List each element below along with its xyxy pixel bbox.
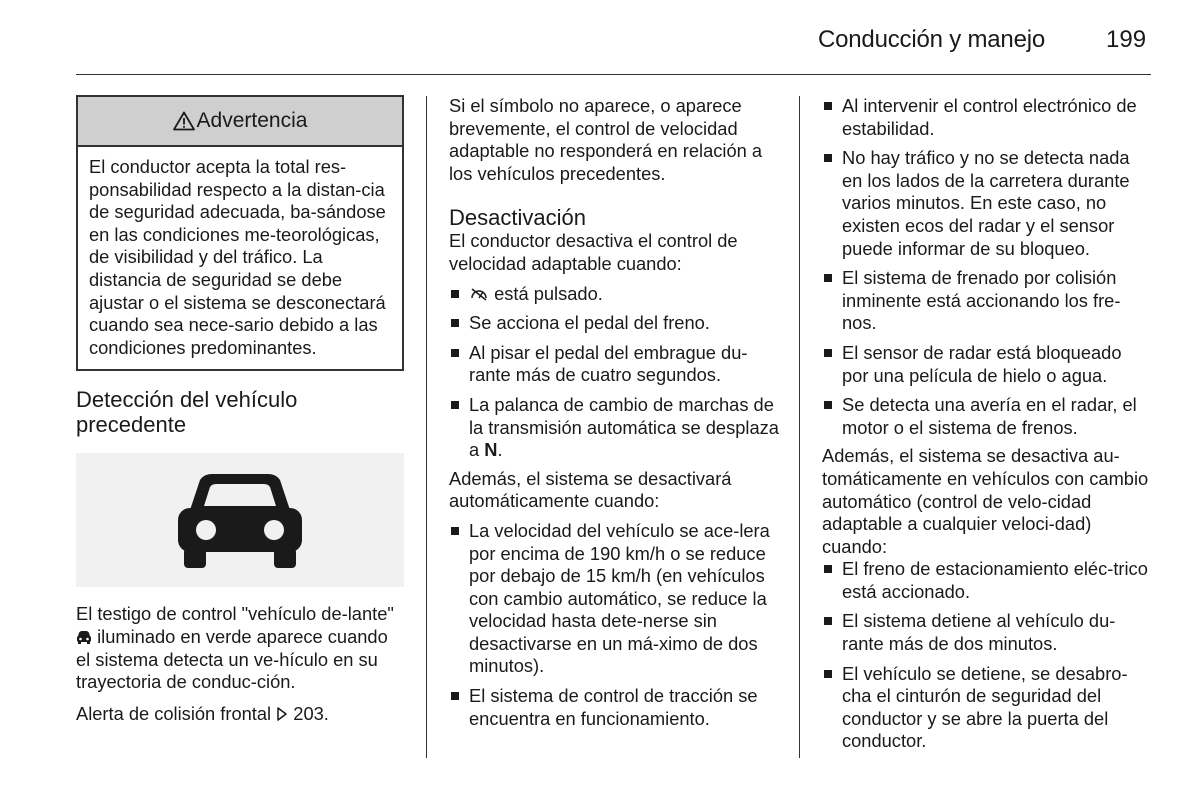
page-reference-arrow-icon xyxy=(276,706,288,722)
auto-deactivation-list xyxy=(449,520,779,730)
auto-deactivation-list-continued xyxy=(822,95,1152,439)
column-2 xyxy=(449,95,779,730)
deactivation-intro: El conductor desactiva el control de velocidad adaptable cuando: xyxy=(449,230,738,274)
warning-triangle-icon xyxy=(173,111,195,131)
symbol-missing-paragraph: Si el símbolo no aparece, o aparece brevemente, el control de velocidad adaptable no responderá en relación a los vehículos precedentes. xyxy=(449,95,763,184)
vehicle-ahead-small-icon xyxy=(76,630,92,645)
vehicle-ahead-icon xyxy=(170,470,310,570)
list-item: está pulsado. xyxy=(449,283,779,306)
automatic-transmission-list xyxy=(822,558,1152,753)
section-title-deactivation: Desactivación xyxy=(449,205,586,231)
list-item: El sistema detiene al vehículo du-rante más de dos minutos. xyxy=(822,610,1152,655)
cruise-cancel-icon xyxy=(469,286,489,302)
list-item: No hay tráfico y no se detecta nada en los lados de la carretera durante varios minutos. En este caso, no existen ecos del radar y el sensor puede informar de su bloqueo. xyxy=(822,147,1152,260)
vehicle-ahead-description: El testigo de control "vehículo de-lante" iluminado en verde aparece cuando el sistema detecta un ve-hículo en su trayectoria de conduc-ción. xyxy=(76,603,394,693)
warning-header xyxy=(78,97,402,147)
driver-deactivation-list xyxy=(449,283,779,462)
page-reference-link[interactable]: 203. xyxy=(293,702,329,724)
list-item: La palanca de cambio de marchas de la transmisión automática se desplaza a N. xyxy=(449,394,779,462)
header-divider xyxy=(76,74,1151,75)
vehicle-ahead-figure xyxy=(76,453,404,587)
list-item: El sistema de control de tracción se encuentra en funcionamiento. xyxy=(449,685,779,730)
list-item: El vehículo se detiene, se desabro-cha el cinturón de seguridad del conductor y se abre la puerta del conductor. xyxy=(822,663,1152,753)
list-item: El freno de estacionamiento eléc-trico está accionado. xyxy=(822,558,1152,603)
column-divider-1 xyxy=(426,96,427,758)
forward-collision-reference: Alerta de colisión frontal 203. xyxy=(76,702,329,724)
auto-deactivation-intro: Además, el sistema se desactivará automáticamente cuando: xyxy=(449,467,732,512)
list-item: Al pisar el pedal del embrague du-rante más de cuatro segundos. xyxy=(449,342,779,387)
warning-title: Advertencia xyxy=(196,108,308,132)
gear-letter: N xyxy=(484,439,498,461)
warning-text: El conductor acepta la total res-ponsabilidad respecto a la distan-cia de seguridad adecuada, ba-sándose en las condiciones me-teorológicas, de visibilidad y del tráfico. La distancia de seguridad se debe ajustar o el sistema se desconectará cuando sea nece-sario debido a las condiciones predominantes. xyxy=(89,156,386,358)
column-3 xyxy=(822,95,1152,753)
list-item: El sistema de frenado por colisión inminente está accionando los fre-nos. xyxy=(822,267,1152,335)
list-item: Se detecta una avería en el radar, el motor o el sistema de frenos. xyxy=(822,394,1152,439)
warning-box xyxy=(76,95,404,371)
column-divider-2 xyxy=(799,96,800,758)
list-item: Al intervenir el control electrónico de estabilidad. xyxy=(822,95,1152,140)
section-title-vehicle-detection: Detección del vehículo precedente xyxy=(76,387,298,438)
page-header-title: Conducción y manejo xyxy=(818,26,1046,53)
list-item: La velocidad del vehículo se ace-lera por encima de 190 km/h o se reduce por debajo de 15 km/h (en vehículos con cambio automático, se reduce la velocidad hasta dete-nerse sin desactivarse en un má-ximo de dos minutos). xyxy=(449,520,779,678)
page-number: 199 xyxy=(1106,26,1147,53)
list-item: El sensor de radar está bloqueado por una película de hielo o agua. xyxy=(822,342,1152,387)
column-1 xyxy=(76,95,404,725)
automatic-transmission-intro: Además, el sistema se desactiva au-tomáticamente en vehículos con cambio automático (control de velo-cidad adaptable a cualquier veloci-dad) cuando: xyxy=(822,445,1149,557)
list-item: Se acciona el pedal del freno. xyxy=(449,312,779,335)
